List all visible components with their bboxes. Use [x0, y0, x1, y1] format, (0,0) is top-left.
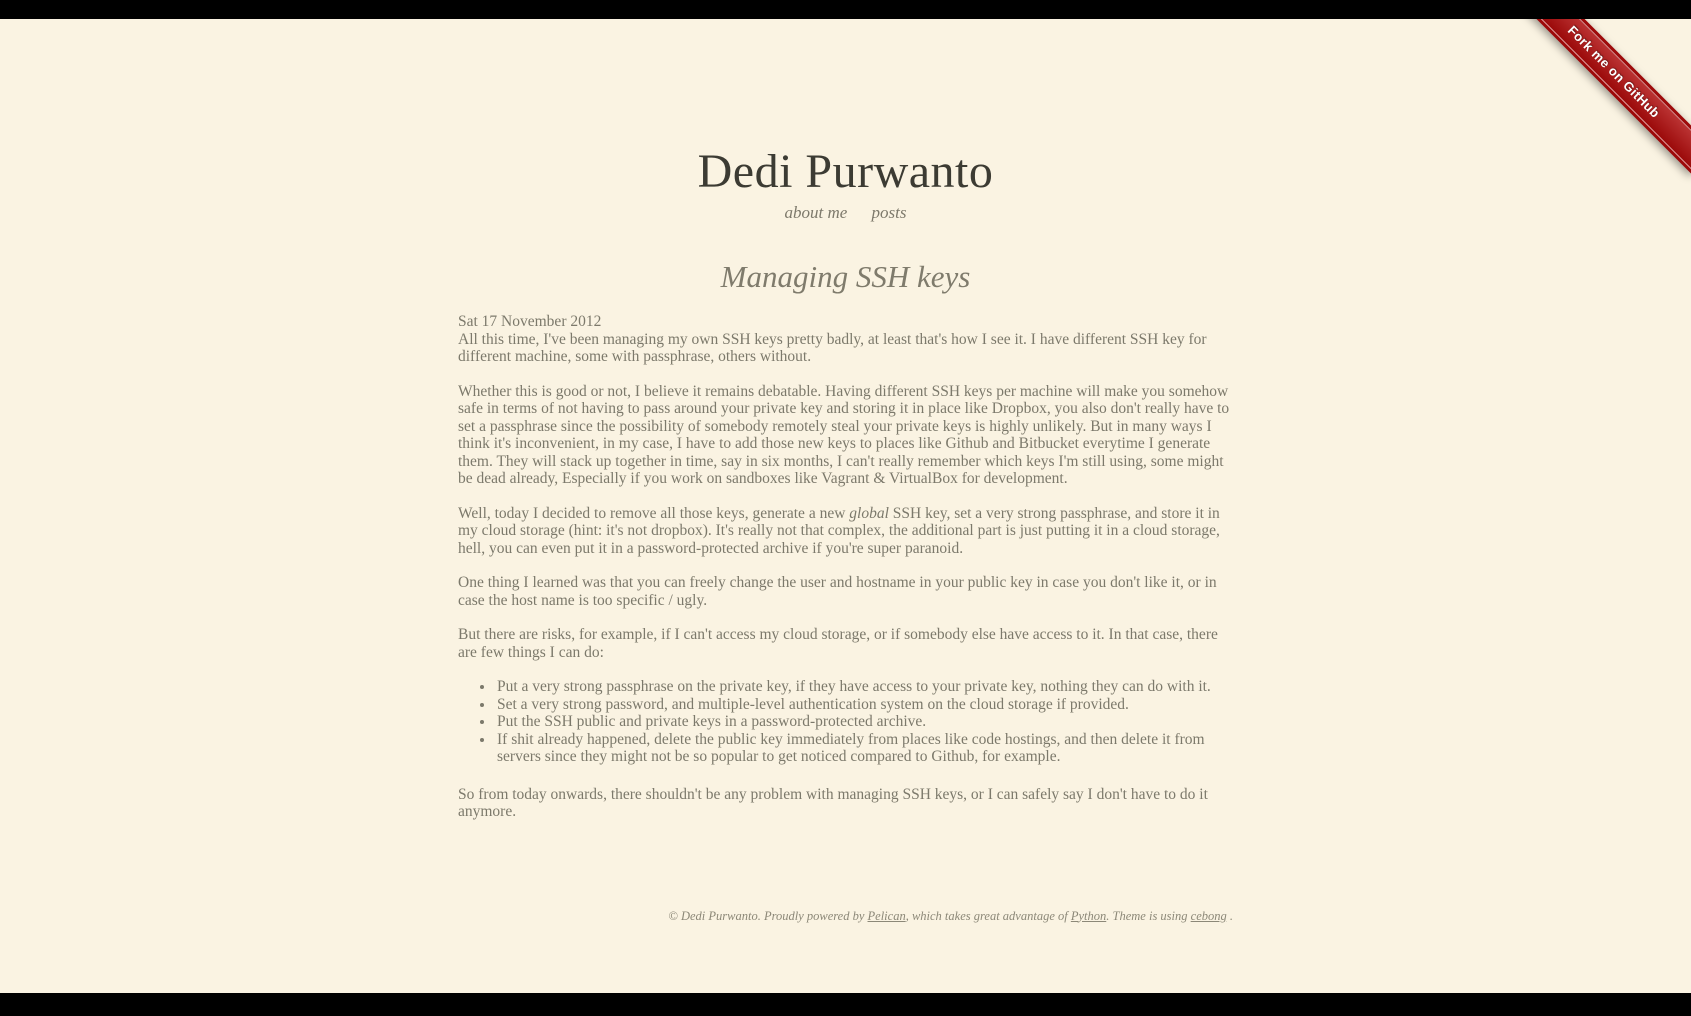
nav-link-posts[interactable]: posts — [871, 203, 907, 222]
nav-link-about-me[interactable]: about me — [784, 203, 848, 222]
post-paragraph — [458, 505, 1233, 558]
top-black-bar — [0, 0, 1691, 19]
footer-link-python[interactable]: Python — [1070, 908, 1107, 923]
post-date: Sat 17 November 2012 — [458, 313, 602, 330]
list-item: • If shit already happened, delete the public key immediately from places like code hostings, and then delete it from servers since they might not be so popular to get noticed compared to Github, for example. — [495, 731, 1233, 766]
github-ribbon-container — [1481, 0, 1691, 210]
footer-text: , which takes great advantage of — [905, 908, 1071, 923]
content-column — [458, 0, 1233, 964]
blog-post — [458, 260, 1233, 821]
site-header — [458, 146, 1233, 223]
list-item: • Put the SSH public and private keys in a password-protected archive. — [495, 713, 1233, 731]
post-paragraph: One thing I learned was that you can freely change the user and hostname in your public key in case you don't like it, or in case the host name is too specific / ugly. — [458, 574, 1217, 609]
footer-link-pelican[interactable]: Pelican — [867, 908, 906, 923]
list-item: • Set a very strong password, and multiple-level authentication system on the cloud storage if provided. — [495, 696, 1233, 714]
bottom-black-bar — [0, 993, 1691, 1016]
post-bullet-list — [458, 678, 1233, 766]
list-item: • Put a very strong passphrase on the private key, if they have access to your private key, nothing they can do with it. — [495, 678, 1233, 696]
paragraph-text: SSH key, set a very strong passphrase, and store it in my cloud storage (hint: it's not dropbox). It's really not that complex, the additional part is just putting it in a cloud storage, hell, you can even put it in a password-protected archive if you're super paranoid. — [458, 504, 1220, 557]
ribbon-label: Fork me on GitHub — [1513, 0, 1691, 172]
site-footer — [458, 909, 1233, 964]
site-title: Dedi Purwanto — [697, 145, 994, 198]
footer-text: . Theme is using — [1106, 908, 1191, 923]
post-paragraph: All this time, I've been managing my own SSH keys pretty badly, at least that's how I see it. I have different SSH key for different machine, some with passphrase, others without. — [458, 330, 1207, 365]
post-paragraph: So from today onwards, there shouldn't be any problem with managing SSH keys, or I can safely say I don't have to do it anymore. — [458, 785, 1208, 820]
site-nav — [458, 203, 1233, 223]
footer-link-cebong[interactable]: cebong — [1190, 908, 1227, 923]
fork-me-on-github-ribbon[interactable] — [1511, 0, 1691, 174]
emphasized-word: global — [849, 504, 889, 522]
paragraph-text: Well, today I decided to remove all those keys, generate a new — [458, 504, 850, 522]
post-paragraph: Whether this is good or not, I believe it remains debatable. Having different SSH keys per machine will make you somehow safe in terms of not having to pass around your private key and storing it in place like Dropbox, you also don't really have to set a passphrase since the possibility of somebody remotely steal your private keys is highly unlikely. But in many ways I think it's inconvenient, in my case, I have to add those new keys to places like Github and Bitbucket everytime I generate them. They will stack up together in time, say in six months, I can't really remember which keys I'm still using, some might be dead already, Especially if you work on sandboxes like Vagrant & VirtualBox for development. — [458, 382, 1230, 487]
post-title: Managing SSH keys — [720, 259, 971, 294]
footer-text: . — [1226, 908, 1233, 923]
footer-text: © Dedi Purwanto. Proudly powered by — [668, 908, 868, 923]
post-paragraph: But there are risks, for example, if I can't access my cloud storage, or if somebody else have access to it. In that case, there are few things I can do: — [458, 626, 1218, 661]
